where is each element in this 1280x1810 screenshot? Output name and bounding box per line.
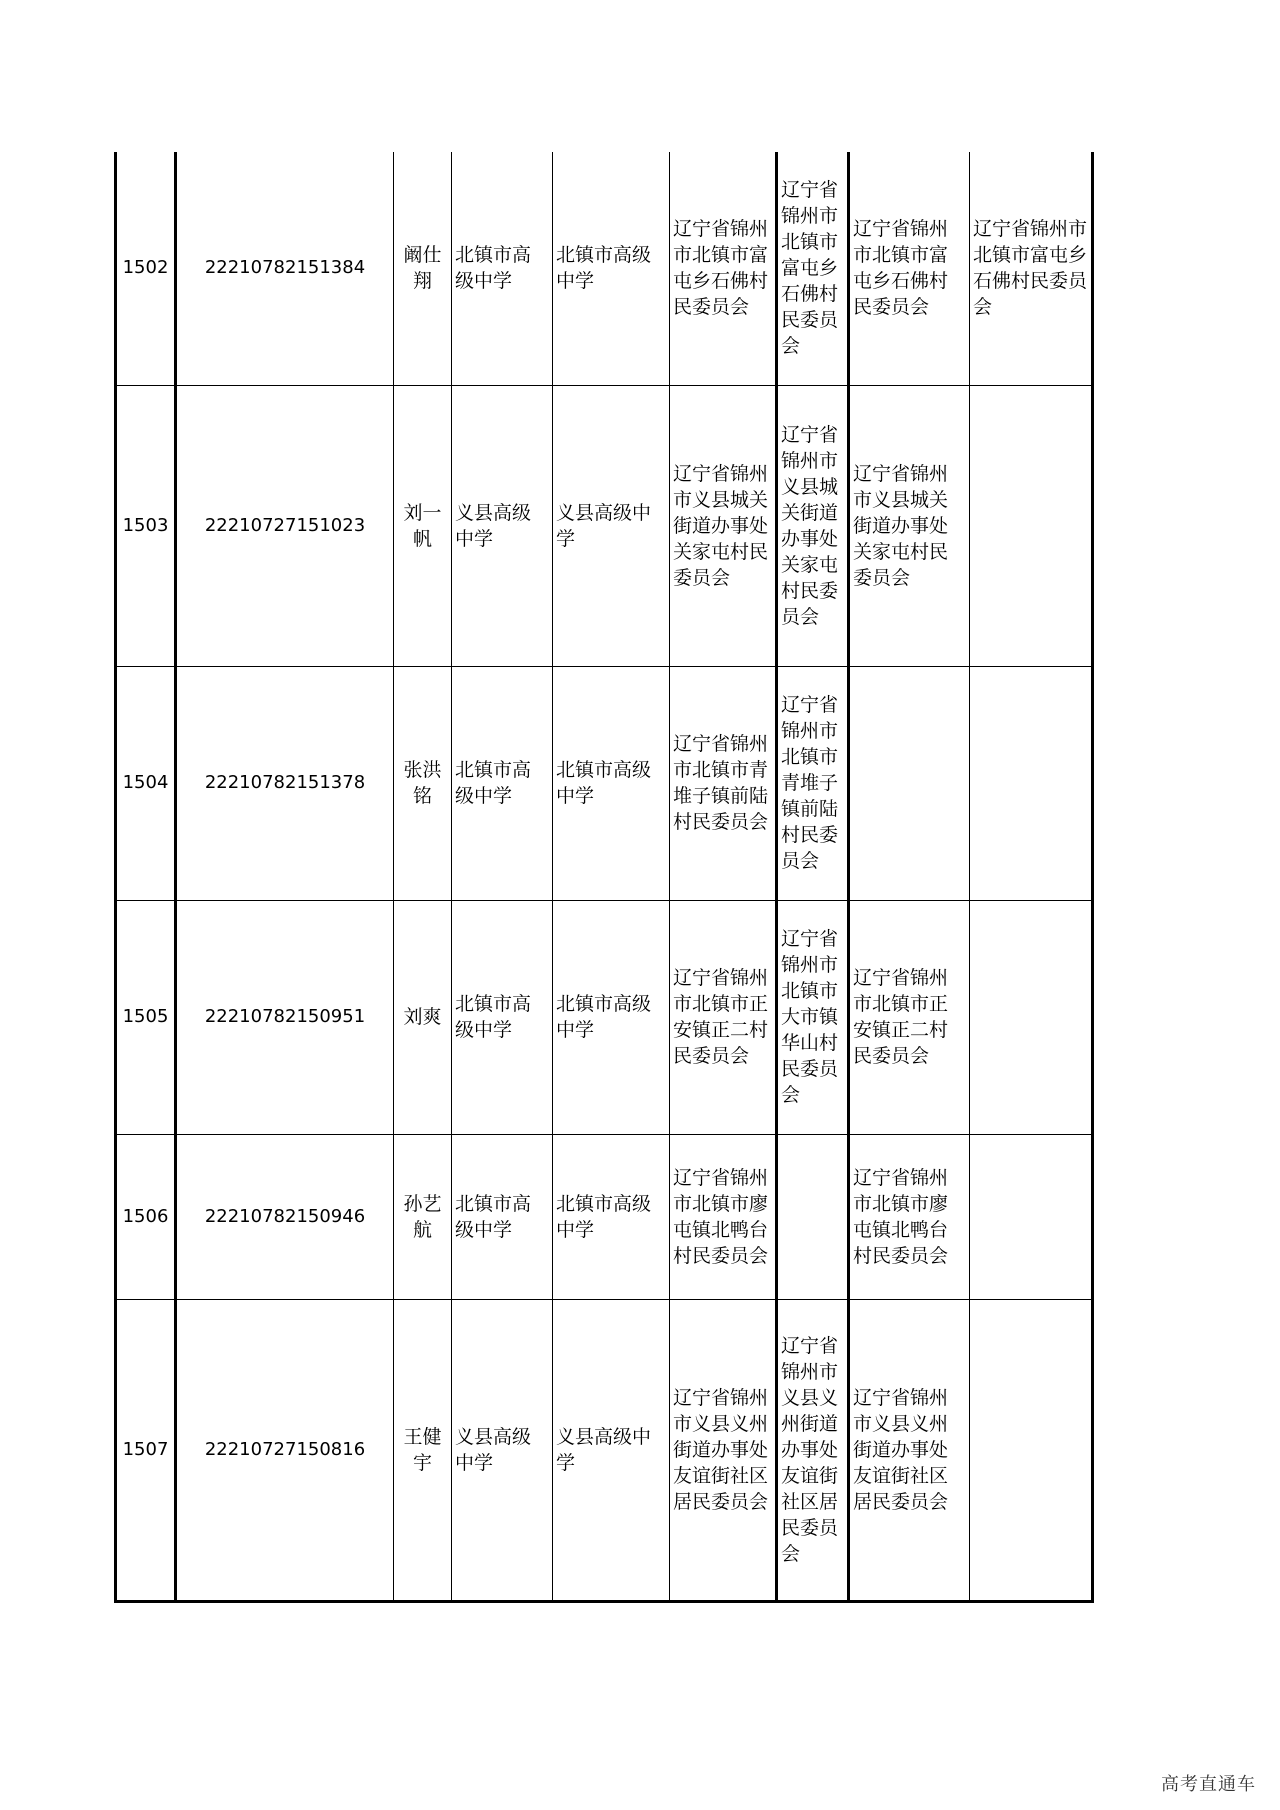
serial-number: 1504 (116, 666, 176, 900)
candidate-id: 22210727150816 (176, 1299, 394, 1601)
address-b (777, 1134, 849, 1299)
address-b: 辽宁省锦州市义县义州街道办事处友谊街社区居民委员会 (777, 1299, 849, 1601)
school-name: 义县高级中学 (452, 1299, 553, 1601)
table-row (116, 1299, 1093, 1601)
address-a: 辽宁省锦州市北镇市青堆子镇前陆村民委员会 (670, 666, 777, 900)
address-b: 辽宁省锦州市北镇市青堆子镇前陆村民委员会 (777, 666, 849, 900)
table-row (116, 900, 1093, 1134)
address-d (970, 385, 1093, 666)
candidate-id: 22210727151023 (176, 385, 394, 666)
address-d (970, 666, 1093, 900)
address-a: 辽宁省锦州市义县城关街道办事处关家屯村民委员会 (670, 385, 777, 666)
table-row (116, 385, 1093, 666)
address-c: 辽宁省锦州市义县城关街道办事处关家屯村民委员会 (849, 385, 970, 666)
student-name: 王健宇 (394, 1299, 452, 1601)
candidate-id: 22210782151384 (176, 152, 394, 385)
student-name: 张洪铭 (394, 666, 452, 900)
serial-number: 1507 (116, 1299, 176, 1601)
table-row (116, 1134, 1093, 1299)
school-name-2: 北镇市高级中学 (553, 666, 670, 900)
school-name-2: 北镇市高级中学 (553, 152, 670, 385)
address-b: 辽宁省锦州市北镇市富屯乡石佛村民委员会 (777, 152, 849, 385)
candidate-id: 22210782150946 (176, 1134, 394, 1299)
address-a: 辽宁省锦州市义县义州街道办事处友谊街社区居民委员会 (670, 1299, 777, 1601)
address-a: 辽宁省锦州市北镇市廖屯镇北鸭台村民委员会 (670, 1134, 777, 1299)
student-name: 刘爽 (394, 900, 452, 1134)
student-name: 阚仕翔 (394, 152, 452, 385)
watermark-text: 高考直通车 (1161, 1774, 1256, 1795)
school-name-2: 北镇市高级中学 (553, 1134, 670, 1299)
table-row (116, 152, 1093, 385)
address-b: 辽宁省锦州市义县城关街道办事处关家屯村民委员会 (777, 385, 849, 666)
candidate-id: 22210782151378 (176, 666, 394, 900)
address-c: 辽宁省锦州市北镇市富屯乡石佛村民委员会 (849, 152, 970, 385)
candidate-id: 22210782150951 (176, 900, 394, 1134)
address-c: 辽宁省锦州市义县义州街道办事处友谊街社区居民委员会 (849, 1299, 970, 1601)
serial-number: 1502 (116, 152, 176, 385)
address-c: 辽宁省锦州市北镇市廖屯镇北鸭台村民委员会 (849, 1134, 970, 1299)
address-d (970, 1134, 1093, 1299)
school-name: 义县高级中学 (452, 385, 553, 666)
table-row (116, 666, 1093, 900)
address-d (970, 900, 1093, 1134)
serial-number: 1505 (116, 900, 176, 1134)
address-d (970, 1299, 1093, 1601)
address-a: 辽宁省锦州市北镇市正安镇正二村民委员会 (670, 900, 777, 1134)
school-name: 北镇市高级中学 (452, 666, 553, 900)
address-a: 辽宁省锦州市北镇市富屯乡石佛村民委员会 (670, 152, 777, 385)
record-table (114, 152, 1094, 1603)
school-name-2: 义县高级中学 (553, 1299, 670, 1601)
address-c: 辽宁省锦州市北镇市正安镇正二村民委员会 (849, 900, 970, 1134)
school-name-2: 义县高级中学 (553, 385, 670, 666)
address-d: 辽宁省锦州市北镇市富屯乡石佛村民委员会 (970, 152, 1093, 385)
address-b: 辽宁省锦州市北镇市大市镇华山村民委员会 (777, 900, 849, 1134)
student-name: 孙艺航 (394, 1134, 452, 1299)
school-name: 北镇市高级中学 (452, 1134, 553, 1299)
school-name: 北镇市高级中学 (452, 900, 553, 1134)
serial-number: 1506 (116, 1134, 176, 1299)
address-c (849, 666, 970, 900)
serial-number: 1503 (116, 385, 176, 666)
school-name-2: 北镇市高级中学 (553, 900, 670, 1134)
school-name: 北镇市高级中学 (452, 152, 553, 385)
student-name: 刘一帆 (394, 385, 452, 666)
